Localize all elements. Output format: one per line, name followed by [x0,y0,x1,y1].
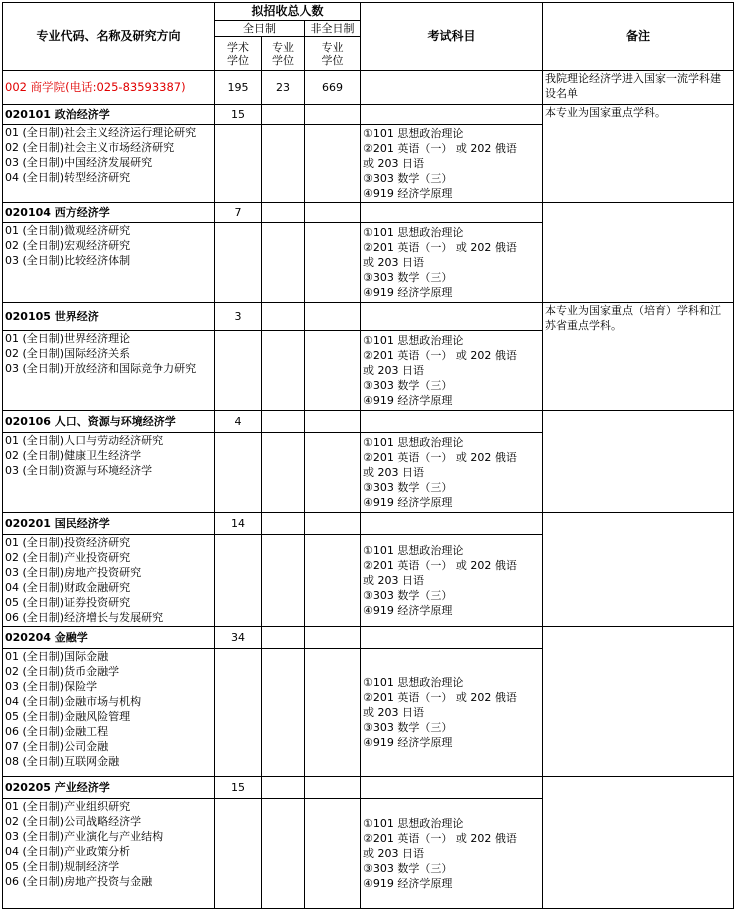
major-empty-cell [262,203,305,223]
direction-item: 03 (全日制)比较经济体制 [5,254,131,267]
major-row [3,411,734,433]
major-count: 7 [215,203,262,223]
exam-item: ②201 英语（一） 或 202 俄语 [363,559,517,572]
exam-list [361,799,543,909]
major-empty-cell [305,105,361,125]
direction-item: 03 (全日制)产业演化与产业结构 [5,830,164,843]
school-professional-count: 23 [262,71,305,105]
header-major: 专业代码、名称及研究方向 [3,3,215,71]
exam-item: ①101 思想政治理论 [363,676,464,689]
header-plan: 拟招收总人数 [215,3,361,21]
major-title: 020201 国民经济学 [3,513,215,535]
major-title: 020205 产业经济学 [3,777,215,799]
exam-list [361,433,543,513]
direction-empty-cell [305,223,361,303]
exam-item: 或 203 日语 [363,847,424,860]
exam-item: 或 203 日语 [363,466,424,479]
major-title: 020104 西方经济学 [3,203,215,223]
direction-item: 01 (全日制)微观经济研究 [5,224,131,237]
direction-empty-cell [305,331,361,411]
major-note: 本专业为国家重点学科。 [543,105,734,203]
exam-item: ①101 思想政治理论 [363,817,464,830]
major-note [543,777,734,909]
direction-item: 02 (全日制)健康卫生经济学 [5,449,142,462]
exam-item: ②201 英语（一） 或 202 俄语 [363,241,517,254]
direction-empty-cell [262,125,305,203]
school-row [3,71,734,105]
direction-list [3,223,215,303]
exam-item: ④919 经济学原理 [363,286,453,299]
exam-item: ④919 经济学原理 [363,877,453,890]
direction-item: 01 (全日制)投资经济研究 [5,536,131,549]
header-parttime-professional: 专业 学位 [305,37,361,71]
direction-empty-cell [215,433,262,513]
direction-list [3,433,215,513]
direction-item: 01 (全日制)世界经济理论 [5,332,131,345]
direction-item: 06 (全日制)金融工程 [5,725,109,738]
exam-item: ④919 经济学原理 [363,604,453,617]
major-row [3,303,734,331]
major-count: 4 [215,411,262,433]
major-count: 15 [215,105,262,125]
major-empty-cell [361,203,543,223]
exam-list [361,223,543,303]
major-empty-cell [361,303,543,331]
direction-list [3,331,215,411]
exam-list [361,535,543,627]
exam-item: 或 203 日语 [363,706,424,719]
exam-item: ①101 思想政治理论 [363,127,464,140]
exam-item: ③303 数学（三） [363,379,453,392]
direction-item: 02 (全日制)产业投资研究 [5,551,131,564]
enrollment-table [2,2,734,909]
major-empty-cell [262,105,305,125]
school-name: 002 商学院(电话:025-83593387) [3,71,215,105]
direction-empty-cell [215,125,262,203]
exam-item: ②201 英语（一） 或 202 俄语 [363,832,517,845]
major-empty-cell [262,303,305,331]
exam-item: ②201 英语（一） 或 202 俄语 [363,142,517,155]
exam-item: ③303 数学（三） [363,589,453,602]
direction-empty-cell [215,799,262,909]
direction-item: 05 (全日制)证券投资研究 [5,596,131,609]
exam-item: ②201 英语（一） 或 202 俄语 [363,691,517,704]
direction-empty-cell [262,223,305,303]
major-empty-cell [305,627,361,649]
direction-list [3,125,215,203]
major-empty-cell [262,627,305,649]
major-count: 14 [215,513,262,535]
major-empty-cell [262,777,305,799]
major-title: 020105 世界经济 [3,303,215,331]
direction-item: 06 (全日制)经济增长与发展研究 [5,611,164,624]
direction-item: 01 (全日制)社会主义经济运行理论研究 [5,126,197,139]
direction-empty-cell [305,125,361,203]
direction-empty-cell [305,535,361,627]
direction-item: 05 (全日制)金融风险管理 [5,710,131,723]
exam-item: ③303 数学（三） [363,271,453,284]
exam-item: 或 203 日语 [363,574,424,587]
direction-item: 02 (全日制)宏观经济研究 [5,239,131,252]
direction-empty-cell [215,223,262,303]
exam-item: 或 203 日语 [363,364,424,377]
direction-empty-cell [262,331,305,411]
major-empty-cell [305,303,361,331]
major-row [3,777,734,799]
major-empty-cell [305,411,361,433]
school-note: 我院理论经济学进入国家一流学科建设名单 [543,71,734,105]
major-empty-cell [262,411,305,433]
direction-item: 08 (全日制)互联网金融 [5,755,120,768]
direction-item: 04 (全日制)金融市场与机构 [5,695,142,708]
major-empty-cell [305,203,361,223]
exam-item: ③303 数学（三） [363,481,453,494]
exam-item: ①101 思想政治理论 [363,226,464,239]
major-note [543,203,734,303]
exam-item: ①101 思想政治理论 [363,436,464,449]
major-empty-cell [361,627,543,649]
exam-item: ④919 经济学原理 [363,496,453,509]
major-empty-cell [361,777,543,799]
direction-empty-cell [215,649,262,777]
direction-item: 05 (全日制)规制经济学 [5,860,120,873]
school-academic-count: 195 [215,71,262,105]
exam-list [361,125,543,203]
direction-item: 04 (全日制)财政金融研究 [5,581,131,594]
header-parttime: 非全日制 [305,21,361,37]
school-exam-empty [361,71,543,105]
major-empty-cell [262,513,305,535]
major-title: 020106 人口、资源与环境经济学 [3,411,215,433]
direction-item: 03 (全日制)资源与环境经济学 [5,464,153,477]
exam-item: 或 203 日语 [363,157,424,170]
header-exam: 考试科目 [361,3,543,71]
major-count: 15 [215,777,262,799]
exam-item: ③303 数学（三） [363,862,453,875]
major-row [3,513,734,535]
major-empty-cell [361,105,543,125]
direction-item: 04 (全日制)转型经济研究 [5,171,131,184]
direction-item: 02 (全日制)公司战略经济学 [5,815,142,828]
header-fulltime: 全日制 [215,21,305,37]
direction-item: 03 (全日制)保险学 [5,680,98,693]
direction-item: 03 (全日制)中国经济发展研究 [5,156,153,169]
direction-empty-cell [262,433,305,513]
major-note [543,627,734,777]
exam-item: ③303 数学（三） [363,721,453,734]
direction-item: 02 (全日制)社会主义市场经济研究 [5,141,175,154]
exam-item: ④919 经济学原理 [363,394,453,407]
header-professional: 专业 学位 [262,37,305,71]
direction-item: 07 (全日制)公司金融 [5,740,109,753]
direction-empty-cell [305,649,361,777]
direction-list [3,649,215,777]
major-note [543,411,734,513]
header-academic: 学术 学位 [215,37,262,71]
direction-item: 03 (全日制)开放经济和国际竞争力研究 [5,362,197,375]
major-empty-cell [361,513,543,535]
direction-empty-cell [262,649,305,777]
exam-item: ②201 英语（一） 或 202 俄语 [363,451,517,464]
school-parttime-count: 669 [305,71,361,105]
major-note: 本专业为国家重点（培育）学科和江苏省重点学科。 [543,303,734,411]
major-count: 34 [215,627,262,649]
direction-empty-cell [215,535,262,627]
exam-item: ①101 思想政治理论 [363,544,464,557]
exam-item: ④919 经济学原理 [363,187,453,200]
direction-empty-cell [262,799,305,909]
exam-item: ①101 思想政治理论 [363,334,464,347]
direction-empty-cell [262,535,305,627]
direction-empty-cell [305,433,361,513]
exam-item: 或 203 日语 [363,256,424,269]
direction-empty-cell [215,331,262,411]
major-row [3,203,734,223]
direction-list [3,799,215,909]
major-count: 3 [215,303,262,331]
direction-list [3,535,215,627]
exam-list [361,331,543,411]
major-row [3,105,734,125]
major-note [543,513,734,627]
direction-item: 06 (全日制)房地产投资与金融 [5,875,153,888]
direction-item: 04 (全日制)产业政策分析 [5,845,131,858]
direction-item: 02 (全日制)货币金融学 [5,665,120,678]
major-title: 020101 政治经济学 [3,105,215,125]
major-empty-cell [305,513,361,535]
exam-item: ②201 英语（一） 或 202 俄语 [363,349,517,362]
header-note: 备注 [543,3,734,71]
major-empty-cell [305,777,361,799]
major-row [3,627,734,649]
direction-item: 01 (全日制)人口与劳动经济研究 [5,434,164,447]
direction-item: 03 (全日制)房地产投资研究 [5,566,142,579]
direction-empty-cell [305,799,361,909]
exam-list [361,649,543,777]
major-title: 020204 金融学 [3,627,215,649]
direction-item: 01 (全日制)产业组织研究 [5,800,131,813]
direction-item: 02 (全日制)国际经济关系 [5,347,131,360]
direction-item: 01 (全日制)国际金融 [5,650,109,663]
exam-item: ③303 数学（三） [363,172,453,185]
exam-item: ④919 经济学原理 [363,736,453,749]
major-empty-cell [361,411,543,433]
